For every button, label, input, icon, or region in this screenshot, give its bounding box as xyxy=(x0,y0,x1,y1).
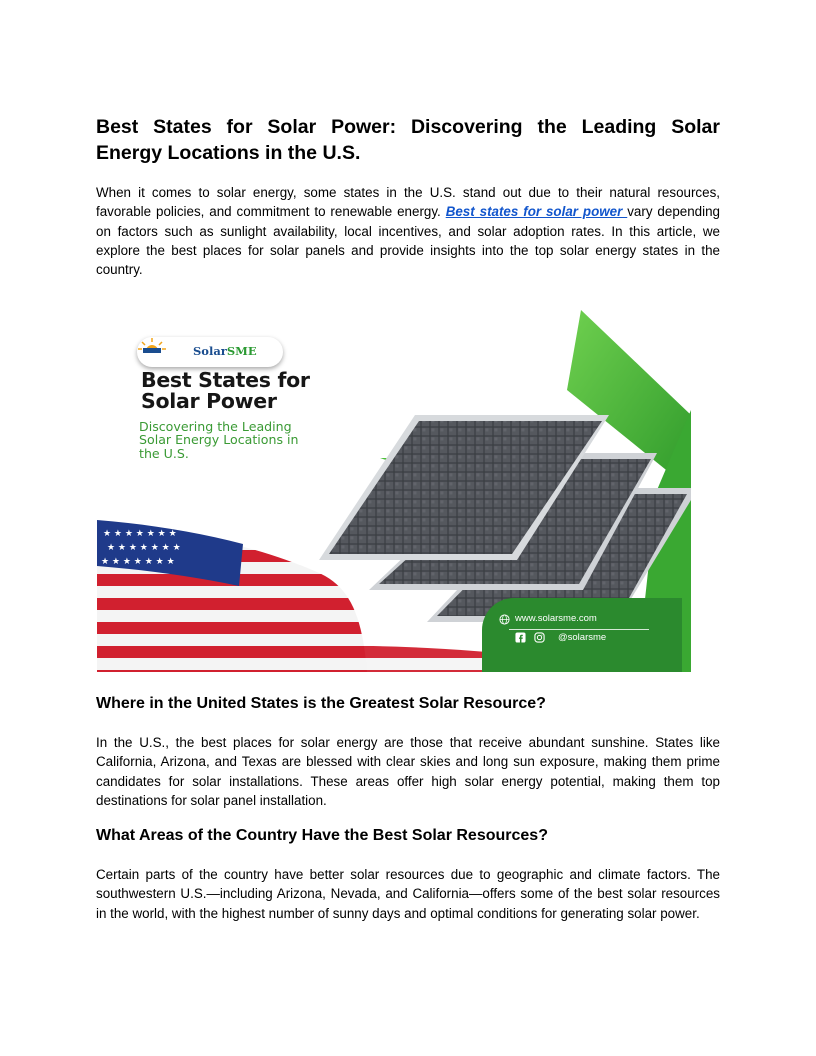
intro-text-before: When it comes to solar energy, some states in the U.S. stand out due to their natural resources, favorable policies, and commitment to renewable energy. xyxy=(96,185,720,220)
section2-heading: What Areas of the Country Have the Best Solar Resources? xyxy=(96,827,548,844)
contact-divider xyxy=(509,629,649,630)
svg-text:★ ★ ★ ★ ★ ★ ★: ★ ★ ★ ★ ★ ★ ★ xyxy=(101,557,175,567)
logo-text xyxy=(193,344,257,358)
banner-subtitle-line1: Discovering the Leading xyxy=(139,419,292,434)
instagram-icon xyxy=(534,632,545,643)
intro-paragraph xyxy=(96,183,720,279)
banner-subtitle-line3: the U.S. xyxy=(139,445,189,461)
article-title-line2: Energy Locations in the U.S. xyxy=(96,142,361,164)
banner-image xyxy=(97,310,691,672)
article-title xyxy=(96,114,720,166)
globe-icon xyxy=(499,614,510,625)
article-title-line1: Best States for Solar Power: Discovering the Leading Solar xyxy=(96,116,720,138)
banner-title-line2: Solar Power xyxy=(141,389,277,413)
section1-heading: Where in the United States is the Greatest Solar Resource? xyxy=(96,695,546,712)
banner-subtitle xyxy=(139,420,299,460)
logo-text-solar: Solar xyxy=(193,344,227,358)
social-handle-text: @solarsme xyxy=(558,632,607,643)
sun-logo-icon xyxy=(137,337,167,353)
best-states-link[interactable]: Best states for solar power xyxy=(445,204,628,220)
website-text: www.solarsme.com xyxy=(515,613,597,624)
banner-title-line1: Best States for xyxy=(141,368,310,392)
banner-title xyxy=(141,370,310,412)
banner-subtitle-line2: Solar Energy Locations in xyxy=(139,432,299,448)
svg-text:★ ★ ★ ★ ★ ★ ★: ★ ★ ★ ★ ★ ★ ★ xyxy=(107,543,181,553)
logo-text-sme: SME xyxy=(226,344,257,358)
intro-text-after: vary depending on factors such as sunlight availability, local incentives, and solar adoption rates. In this article, we explore the best places for solar panels and provide insights into the top solar energy states in the country. xyxy=(96,204,720,278)
facebook-icon xyxy=(515,632,526,643)
svg-text:★ ★ ★ ★ ★ ★ ★: ★ ★ ★ ★ ★ ★ ★ xyxy=(103,529,177,539)
section2-paragraph: Certain parts of the country have better solar resources due to geographic and climate factors. The southwestern U.S.—including Arizona, Nevada, and California—offers some of the best solar resources in the world, with the highest number of sunny days and optimal conditions for generating solar power. xyxy=(96,867,720,921)
section1-paragraph: In the U.S., the best places for solar energy are those that receive abundant sunshine. States like California, Arizona, and Texas are blessed with clear skies and long sun exposure, making them prime candidates for solar installations. These areas offer high solar energy potential, making them top destinations for solar panel installation. xyxy=(96,735,720,808)
solarsme-logo xyxy=(137,337,283,367)
